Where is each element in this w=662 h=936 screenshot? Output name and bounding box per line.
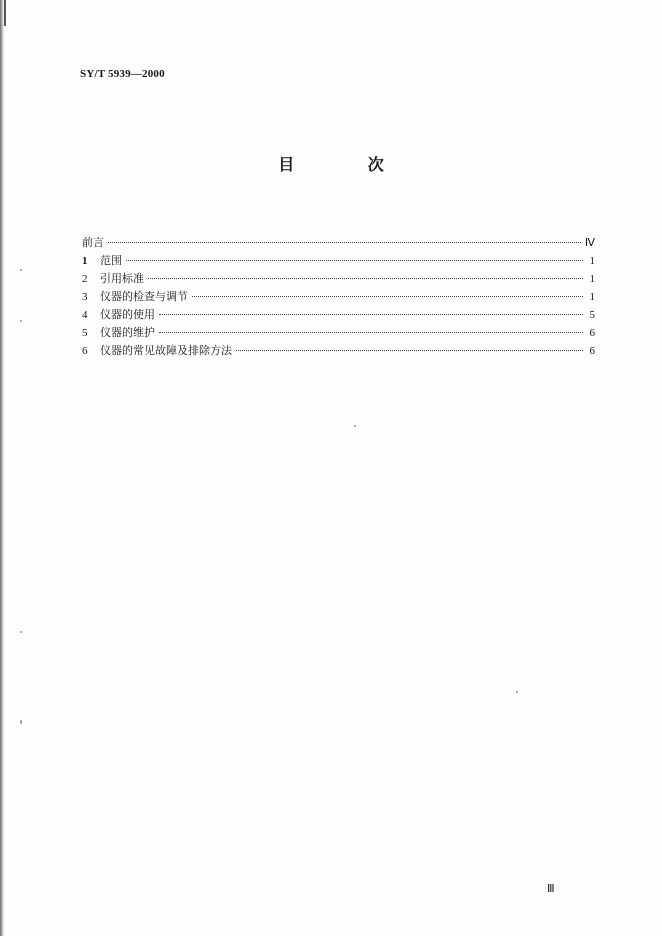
scan-edge-mark — [4, 0, 6, 26]
scan-speck — [516, 691, 518, 693]
toc-entry-label: 仪器的常见故障及排除方法 — [100, 344, 232, 357]
toc-entry-label: 仪器的维护 — [100, 326, 155, 339]
scan-speck — [20, 720, 22, 724]
toc-entry-number: 2 — [82, 273, 88, 285]
scan-speck — [20, 631, 22, 633]
toc-entry-page: Ⅳ — [584, 237, 595, 249]
toc-entry-number: 4 — [82, 309, 88, 321]
scan-speck — [20, 320, 22, 322]
table-of-contents — [82, 234, 595, 360]
dot-leader — [159, 331, 583, 333]
toc-entry-page: 6 — [589, 345, 595, 357]
toc-entry-references[interactable] — [82, 270, 595, 288]
toc-entry-inspection[interactable] — [82, 288, 595, 306]
dot-leader — [159, 313, 583, 315]
toc-entry-page: 1 — [589, 273, 595, 285]
toc-entry-maintenance[interactable] — [82, 324, 595, 342]
dot-leader — [108, 241, 581, 243]
toc-entry-label: 仪器的使用 — [100, 308, 155, 321]
dot-leader — [126, 259, 583, 261]
toc-entry-label: 前言 — [82, 236, 104, 249]
toc-entry-page: 1 — [589, 291, 595, 303]
scan-left-edge — [0, 0, 4, 936]
toc-entry-foreword[interactable] — [82, 234, 595, 252]
dot-leader — [236, 349, 583, 351]
toc-entry-page: 1 — [589, 255, 595, 267]
scan-speck — [20, 269, 22, 271]
toc-entry-troubleshooting[interactable] — [82, 342, 595, 360]
standard-id: SY/T 5939—2000 — [80, 68, 165, 80]
toc-entry-page: 5 — [589, 309, 595, 321]
toc-entry-usage[interactable] — [82, 306, 595, 324]
toc-entry-number: 6 — [82, 345, 88, 357]
toc-entry-number: 1 — [82, 255, 88, 267]
toc-entry-page: 6 — [589, 327, 595, 339]
toc-entry-number: 5 — [82, 327, 88, 339]
toc-entry-scope[interactable] — [82, 252, 595, 270]
toc-entry-number: 3 — [82, 291, 88, 303]
toc-entry-label: 范围 — [100, 254, 122, 267]
dot-leader — [192, 295, 583, 297]
toc-title: 目 次 — [278, 155, 418, 174]
toc-entry-label: 仪器的检查与调节 — [100, 290, 188, 303]
scan-speck — [354, 425, 356, 427]
page-number: Ⅲ — [547, 883, 556, 895]
toc-entry-label: 引用标准 — [100, 272, 144, 285]
dot-leader — [148, 277, 583, 279]
